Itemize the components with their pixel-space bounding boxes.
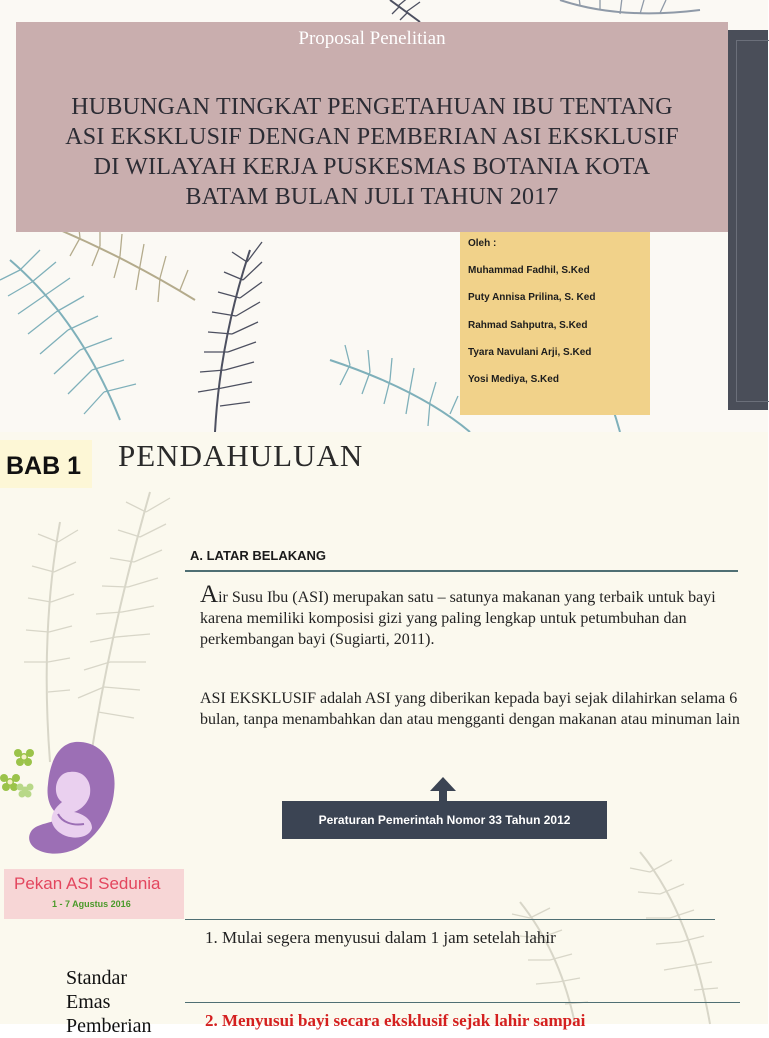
decorative-dark-panel bbox=[728, 30, 768, 410]
pekan-asi-banner bbox=[4, 869, 184, 919]
regulation-text: Peraturan Pemerintah Nomor 33 Tahun 2012 bbox=[318, 813, 571, 827]
author-name: Rahmad Sahputra, S.Ked bbox=[468, 319, 588, 331]
authors-box bbox=[460, 232, 650, 415]
chapter-label: BAB 1 bbox=[6, 452, 82, 480]
list-item: 1. Mulai segera menyusui dalam 1 jam setelah lahir bbox=[205, 928, 556, 947]
chapter-badge bbox=[0, 440, 92, 488]
title-slide bbox=[0, 0, 768, 432]
flower-icon bbox=[17, 784, 34, 798]
flower-icon bbox=[14, 749, 34, 766]
divider bbox=[185, 919, 715, 920]
title-line: HUBUNGAN TINGKAT PENGETAHUAN IBU TENTANG bbox=[71, 94, 673, 120]
paragraph-text: ir Susu Ibu (ASI) merupakan satu – satunya makanan yang terbaik untuk bayi karena memiliki komposisi gizi yang paling lengkap untuk petumbuhan dan perkembangan bayi (Sugiarti, 2011). bbox=[200, 589, 716, 648]
title-box bbox=[16, 22, 728, 232]
slide-subtitle: Proposal Penelitian bbox=[298, 28, 446, 49]
pekan-date: 1 - 7 Agustus 2016 bbox=[52, 899, 131, 909]
author-name: Tyara Navulani Arji, S.Ked bbox=[468, 346, 592, 358]
author-name: Puty Annisa Prilina, S. Ked bbox=[468, 292, 596, 304]
chapter-title: PENDAHULUAN bbox=[118, 438, 364, 473]
regulation-box bbox=[282, 801, 607, 839]
list-item: 2. Menyusui bayi secara eksklusif sejak lahir sampai bbox=[205, 1011, 586, 1030]
pekan-title: Pekan ASI Sedunia bbox=[14, 874, 161, 893]
drop-cap: A bbox=[200, 581, 219, 608]
arrow-up-icon bbox=[430, 777, 456, 791]
slide-title bbox=[26, 92, 718, 212]
author-name: Muhammad Fadhil, S.Ked bbox=[468, 265, 590, 277]
title-line: BATAM BULAN JULI TAHUN 2017 bbox=[185, 184, 559, 210]
paragraph-asi-definition bbox=[200, 581, 750, 650]
title-line: DI WILAYAH KERJA PUSKESMAS BOTANIA KOTA bbox=[93, 154, 651, 180]
mother-baby-icon bbox=[0, 732, 130, 862]
content-slide bbox=[0, 432, 768, 1037]
author-name: Yosi Mediya, S.Ked bbox=[468, 373, 559, 385]
divider bbox=[185, 570, 738, 572]
standar-emas-label: Standar Emas Pemberian bbox=[66, 967, 152, 1037]
title-line: ASI EKSKLUSIF DENGAN PEMBERIAN ASI EKSKLUSIF bbox=[65, 124, 679, 150]
divider bbox=[185, 1002, 740, 1003]
paragraph-asi-eksklusif: ASI EKSKLUSIF adalah ASI yang diberikan kepada bayi sejak dilahirkan selama 6 bulan, tanpa menambahkan dan atau mengganti dengan makanan atau minuman lain bbox=[200, 690, 740, 728]
authors-label: Oleh : bbox=[468, 238, 497, 249]
section-heading: A. LATAR BELAKANG bbox=[190, 548, 327, 563]
